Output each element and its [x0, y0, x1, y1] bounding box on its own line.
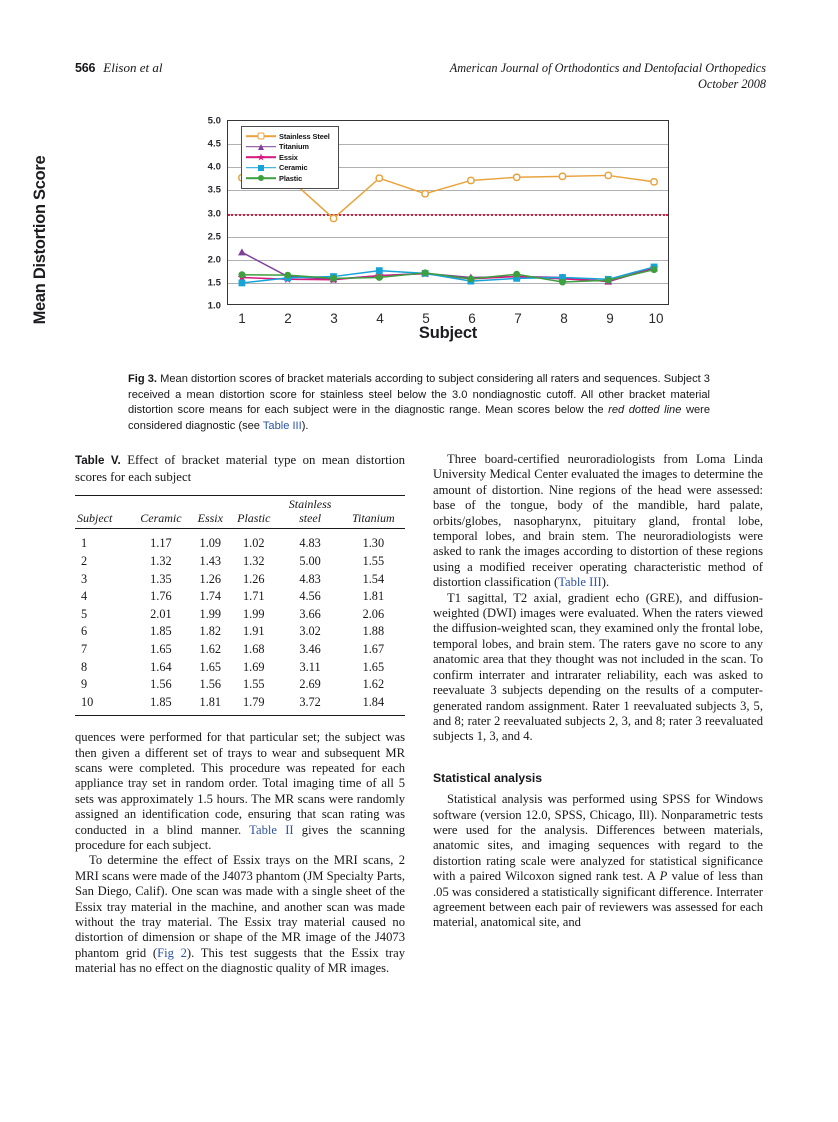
- table-cell-value: 2.69: [299, 677, 321, 692]
- chart-y-tick-label: 1.5: [207, 277, 221, 289]
- chart-x-tick-label: 8: [560, 311, 568, 326]
- left-p1-part-a: quences were performed for that particular set; the subject was then given a different set of trays to wear and subsequent MR scans were completed. This procedure was repeated for each appliance tray set in random order. Total imaging time of all 5 sets was approximately 1.5 hours. The MR scans were randomly assigned an identification code, ensuring that scan rating was conducted in a blind manner.: [75, 730, 405, 837]
- legend-item[interactable]: [246, 142, 330, 153]
- legend-item[interactable]: [246, 131, 330, 142]
- table-row: [75, 606, 405, 624]
- table-cell-value: 2.01: [150, 606, 172, 621]
- chart-data-point: [605, 172, 611, 178]
- page-number: 566: [75, 61, 96, 75]
- chart-y-tick-label: 3.5: [207, 184, 221, 196]
- chart-data-point: [422, 191, 428, 197]
- table-cell-value: 1.67: [362, 641, 385, 656]
- figure-caption-end: ).: [301, 419, 309, 432]
- table-cell-value: 1.55: [243, 677, 265, 692]
- running-head-authors: Elison et al: [103, 60, 163, 75]
- table-cell-value: 4.83: [299, 571, 321, 586]
- table-label: Table V.: [75, 454, 121, 467]
- table-cell-subject: 3: [81, 571, 88, 586]
- section-heading-statistical-analysis: Statistical analysis: [433, 770, 543, 785]
- table-head: [75, 496, 405, 529]
- figure-caption-text: Mean distortion scores of bracket materials according to subject considering all raters and sequences. Subject 3 received a mean distortion score for stainless steel below the 3.0 nondiagnostic cutoff. All other bracket material distortion score means for each subject were in the diagnostic range. Mean scores below the: [128, 373, 710, 417]
- table-cell-value: 3.66: [299, 606, 321, 621]
- legend-item[interactable]: [246, 173, 330, 184]
- chart-y-tick-label: 2.0: [207, 254, 221, 266]
- figure-caption-emphasis: red dotted line: [608, 404, 682, 417]
- col-header-subject: Subject: [77, 510, 113, 525]
- right-paragraph-3: [433, 792, 763, 931]
- right-column: [433, 452, 763, 931]
- left-p1-part-b: gives the scanning procedure for each subject.: [75, 822, 405, 852]
- table-cell-subject: 8: [81, 659, 88, 674]
- table-cell-value: 1.81: [199, 694, 222, 709]
- table-cell-value: 1.68: [243, 641, 265, 656]
- table-cell-value: 1.91: [243, 624, 265, 639]
- chart-series-essix: [238, 263, 659, 285]
- table-cell-subject: 6: [81, 624, 88, 639]
- table-cell-value: 5.00: [299, 554, 321, 568]
- running-head-right: [450, 60, 766, 92]
- col-header-stainless-line2: steel: [299, 510, 322, 525]
- table-cell-value: 1.32: [243, 554, 265, 568]
- chart-data-point: [468, 177, 474, 183]
- table-cell-value: 1.85: [150, 694, 172, 709]
- table-cell-value: 1.79: [243, 694, 265, 709]
- col-header-ceramic: Ceramic: [140, 510, 182, 525]
- legend-key-icon: [246, 163, 276, 173]
- chart-x-tick-label: 5: [422, 311, 430, 326]
- table-cell-value: 1.99: [199, 606, 222, 621]
- chart-x-tick-label: 2: [284, 311, 292, 326]
- table-cell-value: 4.56: [299, 589, 321, 604]
- table-cell-value: 1.26: [199, 571, 222, 586]
- chart-x-tick-label: 9: [606, 311, 614, 326]
- chart-x-tick-label: 7: [514, 311, 522, 326]
- legend-item-label: Plastic: [279, 173, 303, 183]
- right-p3-emphasis-p: P: [659, 869, 668, 884]
- table-cell-value: 3.02: [299, 624, 321, 639]
- chart-data-point: [238, 271, 245, 278]
- left-p2-part-a: To determine the effect of Essix trays on the MRI scans, 2 MRI scans were made of the J4073 phantom (JM Specialty Parts, San Diego, Calif). One scan was made with a single sheet of the Essix tray material in the machine, and another scan was made without the tray material. The Essix tray material caused no distortion of dimension or shape of the MR image of the J4073 phantom grid (: [75, 853, 405, 960]
- right-p1-part-b: ).: [601, 575, 610, 590]
- table-caption: [75, 452, 405, 486]
- chart-y-tick-label: 1.0: [207, 300, 221, 312]
- table-cell-value: 1.54: [362, 571, 385, 586]
- table-cell-value: 1.65: [362, 659, 385, 674]
- table-cell-value: 1.62: [362, 677, 385, 692]
- table-row: [75, 571, 405, 589]
- chart-data-point: [239, 280, 246, 287]
- left-paragraph-1: [75, 730, 405, 853]
- table-cell-value: 1.65: [199, 659, 222, 674]
- table-cell-value: 1.71: [243, 589, 265, 604]
- chart-plot-area: [207, 115, 669, 326]
- legend-item[interactable]: [246, 163, 330, 174]
- table-cell-value: 1.35: [150, 571, 172, 586]
- chart-data-point: [376, 274, 383, 281]
- chart-data-point: [514, 174, 520, 180]
- chart-series-plastic: [238, 266, 657, 285]
- table-row: [75, 694, 405, 716]
- journal-title: American Journal of Orthodontics and Dentofacial Orthopedics: [449, 61, 766, 75]
- right-p3-part-a: Statistical analysis was performed using SPSS for Windows software (version 12.0, SPSS, Chicago, Ill). Nonparametric tests were used for the analysis. Differences between materials, anatomic sites, and imaging sequences with regard to the distortion rating scale were analyzed for statistical significance with a paired Wilcoxon signed rank test. A: [433, 792, 763, 884]
- figure-caption-tail: were considered diagnostic (see: [128, 404, 710, 432]
- chart-x-tick-label: 4: [376, 311, 384, 326]
- table-cell-subject: 5: [81, 606, 88, 621]
- legend-key-icon: [246, 142, 276, 152]
- table-cell-subject: 4: [81, 589, 88, 604]
- table-cell-value: 1.32: [150, 554, 172, 568]
- table-cell-value: 1.85: [150, 624, 172, 639]
- table-cell-value: 1.30: [362, 536, 385, 551]
- table-v: [75, 495, 405, 716]
- chart-data-point: [559, 173, 565, 179]
- col-header-plastic: Plastic: [237, 510, 271, 525]
- chart-data-point: [467, 275, 474, 282]
- chart-y-tick-label: 4.0: [207, 161, 221, 173]
- left-paragraph-2: [75, 853, 405, 976]
- issue-date: October 2008: [698, 77, 766, 91]
- legend-key-icon: [246, 131, 276, 141]
- chart-x-axis-label: Subject: [418, 324, 478, 342]
- chart-container: [31, 112, 763, 360]
- table-cell-subject: 9: [81, 677, 88, 692]
- right-p1-xref-table3[interactable]: Table III: [558, 575, 602, 590]
- table-cell-value: 1.82: [199, 624, 222, 639]
- running-head: [75, 60, 766, 100]
- table-cell-value: 1.17: [150, 536, 172, 551]
- left-p2-xref-fig2[interactable]: Fig 2: [157, 945, 187, 960]
- chart-data-point: [422, 269, 429, 276]
- table-row: [75, 553, 405, 571]
- table-cell-value: 1.26: [243, 571, 265, 586]
- col-header-essix: Essix: [197, 510, 223, 525]
- table-cell-value: 1.56: [150, 677, 172, 692]
- table-row: [75, 529, 405, 553]
- legend-item-label: Ceramic: [279, 163, 308, 173]
- table-cell-value: 2.06: [362, 606, 385, 621]
- chart-y-axis-label: Mean Distortion Score: [31, 155, 49, 325]
- figure-label: Fig 3.: [128, 373, 157, 385]
- table-caption-text: Effect of bracket material type on mean distortion scores for each subject: [75, 453, 406, 485]
- chart-data-point: [330, 275, 337, 282]
- chart-data-point: [284, 272, 291, 279]
- chart-data-point: [376, 175, 382, 181]
- chart-data-point: [376, 267, 383, 274]
- figure-caption-xref-table3[interactable]: Table III: [262, 419, 302, 432]
- legend-key-icon: [246, 152, 276, 162]
- table-cell-value: 3.72: [299, 694, 321, 709]
- chart-data-point: [651, 266, 658, 273]
- left-p1-xref-table2[interactable]: Table II: [249, 822, 294, 837]
- chart-x-tick-label: 3: [330, 311, 338, 326]
- table-cell-value: 1.09: [199, 536, 222, 551]
- table-cell-value: 1.43: [199, 554, 222, 568]
- table-cell-value: 1.88: [362, 624, 385, 639]
- right-paragraph-2: T1 sagittal, T2 axial, gradient echo (GRE), and diffusion-weighted (DWI) images were evaluated. When the raters viewed the diffusion-weighted scan, they examined only the frontal lobe, temporal lobes, and brain stem. The raters gave no score to any anatomic area that they thought was not included in the scan. To confirm interrater and intrarater reliability, each was asked to reevaluate 3 subjects depending on the results of a computer-generated random assignment. Rater 1 reevaluated subjects 3, 5, and 8; rater 2 reevaluated subjects 2, 3, and 8; rater 3 reevaluated subjects 1, 3, and 4.: [433, 590, 763, 744]
- col-header-titanium: Titanium: [352, 510, 395, 525]
- table-row: [75, 676, 405, 694]
- table-cell-value: 1.84: [362, 694, 385, 709]
- chart-y-tick-label: 3.0: [207, 208, 221, 219]
- chart-y-tick-label: 4.5: [207, 138, 221, 150]
- table-row: [75, 641, 405, 659]
- table-cell-subject: 2: [81, 554, 88, 568]
- chart-data-point: [605, 277, 612, 284]
- right-paragraph-1: [433, 452, 763, 591]
- table-body: [75, 529, 405, 716]
- table-row: [75, 658, 405, 676]
- table-cell-subject: 7: [81, 641, 88, 656]
- table-cell-value: 4.83: [299, 536, 321, 551]
- table-cell-value: 1.65: [150, 641, 172, 656]
- legend-item-label: Essix: [279, 152, 298, 162]
- col-header-stainless-line1: Stainless: [288, 497, 332, 512]
- table-cell-value: 1.56: [199, 677, 222, 692]
- chart-y-tick-label: 5.0: [207, 115, 221, 127]
- chart-x-tick-label: 6: [468, 311, 476, 326]
- table-cell-value: 1.02: [243, 536, 265, 551]
- chart-data-point: [651, 179, 657, 185]
- chart-y-tick-label: 2.5: [207, 231, 221, 243]
- table-cell-subject: 1: [81, 536, 88, 551]
- table-cell-subject: 10: [81, 694, 94, 709]
- chart-x-tick-label: 1: [238, 311, 246, 326]
- chart-data-point: [330, 215, 336, 221]
- chart-data-point: [559, 279, 566, 286]
- chart-legend: [241, 126, 339, 189]
- figure-caption: [128, 372, 710, 434]
- table-cell-value: 1.69: [243, 659, 265, 674]
- col-header-stainless-steel: [278, 496, 341, 529]
- table-cell-value: 3.11: [299, 659, 321, 674]
- table-cell-value: 1.99: [243, 606, 265, 621]
- left-column: [75, 452, 405, 977]
- chart-data-point: [238, 248, 246, 255]
- legend-item-label: Stainless Steel: [279, 131, 330, 141]
- legend-key-icon: [246, 173, 276, 183]
- legend-item[interactable]: [246, 152, 330, 163]
- table-cell-value: 1.81: [362, 589, 385, 604]
- figure-3: [31, 112, 763, 360]
- chart-data-point: [513, 271, 520, 278]
- table-cell-value: 1.64: [150, 659, 172, 674]
- legend-item-label: Titanium: [279, 142, 309, 152]
- table-cell-value: 1.76: [150, 589, 172, 604]
- table-cell-value: 3.46: [299, 641, 321, 656]
- table-cell-value: 1.62: [199, 641, 222, 656]
- table-row: [75, 588, 405, 606]
- running-head-left: [75, 60, 162, 76]
- left-p2-part-b: ). This test suggests that the Essix tray material has no effect on the diagnostic quality of MR images.: [75, 945, 405, 976]
- table-row: [75, 623, 405, 641]
- right-p1-part-a: Three board-certified neuroradiologists from Loma Linda University Medical Center evaluated the images to determine the amount of distortion. Nine regions of the head were assessed: base of the tongue, body of the mandible, hard palate, orbits/globes, nasopharynx, pituitary gland, frontal lobe, temporal lobes, and brain stem. The neuroradiologists were asked to rank the images according to distortion of these regions using a modified receiver operating characteristic method of distortion classification (: [433, 452, 763, 590]
- right-p3-part-b: value of less than .05 was considered a statistically significant difference. Interrater agreement between each pair of reviewers was assessed for each material, anatomical site, and: [433, 869, 763, 930]
- chart-x-tick-label: 10: [648, 311, 664, 326]
- table-cell-value: 1.74: [199, 589, 222, 604]
- table-head-row: [75, 496, 405, 529]
- table-cell-value: 1.55: [362, 554, 385, 568]
